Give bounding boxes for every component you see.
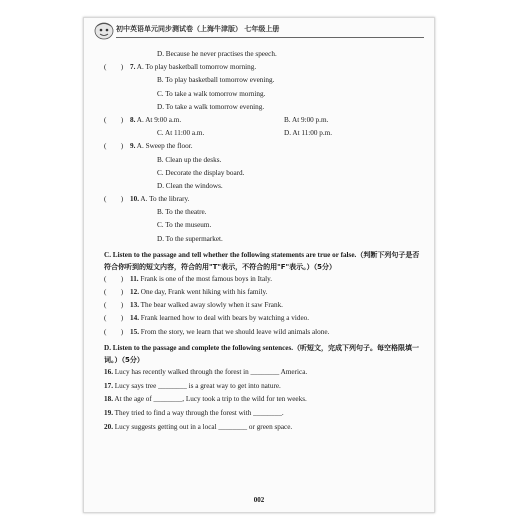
- sentence-text: Lucy suggests getting out in a local ________ or green space.: [114, 422, 293, 431]
- option-letter: A.: [136, 115, 144, 124]
- answer-blank[interactable]: ( ): [104, 301, 124, 310]
- cartoon-mascot-icon: [94, 22, 114, 40]
- fill-blank-item: [104, 393, 422, 407]
- answer-blank[interactable]: ( ): [104, 274, 124, 283]
- option-text: To play basketball tomorrow evening.: [165, 76, 275, 85]
- question-option-row: [104, 140, 422, 153]
- question-number: 7.: [130, 63, 136, 72]
- question-number: 14.: [130, 314, 139, 323]
- fill-blank-item: [104, 380, 422, 394]
- option-letter: C.: [157, 89, 164, 98]
- option-letter: D.: [157, 234, 164, 243]
- question-number: 18.: [104, 395, 113, 404]
- option: [157, 221, 211, 229]
- fill-blank-item: [104, 366, 422, 380]
- option-letter: A.: [136, 142, 144, 151]
- option-letter: D.: [157, 181, 164, 190]
- statement-text: Frank is one of the most famous boys in Italy.: [140, 274, 273, 283]
- question-option-row: [104, 61, 422, 74]
- statement-text: One day, Frank went hiking with his family.: [140, 288, 268, 296]
- question-number: 9.: [130, 142, 136, 151]
- option-text: To the library.: [149, 195, 190, 204]
- option-letter: B.: [157, 155, 164, 164]
- question-number: 8.: [130, 115, 136, 124]
- question-number: 15.: [130, 327, 139, 336]
- question-number: 10.: [130, 195, 139, 204]
- question-option-row: [104, 101, 422, 114]
- option: [157, 129, 204, 137]
- listening-questions-b: [104, 61, 422, 246]
- sentence-text: They tried to find a way through the forest with ________.: [114, 409, 284, 418]
- option-text: To the theatre.: [165, 208, 207, 217]
- question-option-row: [104, 88, 422, 101]
- question-number: 13.: [130, 301, 139, 310]
- question-option-row: [104, 127, 422, 140]
- option: [137, 63, 256, 71]
- answer-blank[interactable]: ( ): [104, 327, 124, 336]
- section-c-items: [104, 273, 422, 339]
- option-letter: D.: [157, 102, 164, 111]
- option-letter: B.: [157, 208, 164, 217]
- question-number: 17.: [104, 381, 113, 390]
- statement-text: The bear walked away slowly when it saw Frank.: [140, 301, 283, 310]
- option-letter: A.: [140, 195, 148, 204]
- true-false-item: [104, 299, 422, 312]
- option-letter: B.: [284, 115, 291, 124]
- option-text: To the museum.: [165, 221, 212, 230]
- option-letter: C.: [157, 168, 164, 177]
- option: [284, 114, 328, 127]
- question-number: 12.: [130, 288, 139, 296]
- question-option-row: [104, 74, 422, 87]
- option-letter: C.: [157, 129, 164, 138]
- section-c-instruction: C. Listen to the passage and tell whether the following statements are true or false.（判断下列句子是否符合你听到的短文内容，符合的用"T"表示，不符合的用"F"表示。）（5分）: [104, 250, 420, 271]
- option-text: At 9:00 p.m.: [292, 115, 329, 124]
- sentence-text: Lucy says tree ________ is a great way to get into nature.: [114, 381, 281, 390]
- option-letter: B.: [157, 76, 164, 85]
- answer-blank[interactable]: ( ): [104, 142, 124, 151]
- question-option-row: [104, 193, 422, 206]
- section-d-instruction: D. Listen to the passage and complete the following sentences.（听短文，完成下列句子。每空格限填一词。）（5分）: [104, 343, 420, 364]
- question-option-row: [104, 206, 422, 219]
- option-text: To the supermarket.: [165, 234, 223, 243]
- option: [137, 116, 181, 124]
- option: [137, 142, 193, 150]
- worksheet-content: [104, 48, 422, 435]
- option: [157, 103, 264, 111]
- option-letter: D.: [284, 129, 291, 138]
- question-option-row: [104, 219, 422, 232]
- page-number: 002: [253, 496, 265, 504]
- option-text: To take a walk tomorrow morning.: [165, 89, 266, 98]
- true-false-item: [104, 312, 422, 325]
- true-false-item: [104, 286, 422, 299]
- option: [157, 182, 223, 190]
- question-option-row: [104, 167, 422, 180]
- sentence-text: Lucy has recently walked through the forest in ________ America.: [114, 367, 308, 376]
- header-divider: [116, 37, 424, 38]
- option-letter: C.: [157, 221, 164, 230]
- answer-blank[interactable]: ( ): [104, 195, 124, 204]
- option: [157, 76, 274, 84]
- question-option-row: [104, 154, 422, 167]
- answer-blank[interactable]: ( ): [104, 63, 124, 72]
- option: [157, 208, 206, 216]
- answer-blank[interactable]: ( ): [104, 115, 124, 124]
- answer-blank[interactable]: ( ): [104, 288, 124, 296]
- true-false-item: [104, 326, 422, 339]
- question-number: 20.: [104, 422, 113, 431]
- option-letter: A.: [136, 63, 144, 72]
- statement-text: Frank learned how to deal with bears by watching a video.: [140, 314, 310, 323]
- fill-blank-item: [104, 407, 422, 421]
- question-number: 11.: [130, 274, 139, 283]
- worksheet-page: [83, 17, 435, 513]
- option: [140, 195, 189, 203]
- option-text: At 11:00 a.m.: [165, 129, 205, 138]
- option: [157, 90, 265, 98]
- option-text: Decorate the display board.: [165, 168, 245, 177]
- option: [157, 169, 244, 177]
- question-option-row: [104, 114, 422, 127]
- option-text: Clean the windows.: [165, 181, 223, 190]
- question-number: 19.: [104, 409, 113, 418]
- header-title: 初中英语单元同步测试卷（上海牛津版） 七年级上册: [116, 25, 280, 33]
- statement-text: From the story, we learn that we should leave wild animals alone.: [140, 327, 330, 336]
- question-number: 16.: [104, 367, 113, 376]
- page-header: [84, 18, 434, 44]
- option: [157, 235, 223, 243]
- q6-option-d: D. Because he never practises the speech.: [157, 50, 277, 58]
- option-text: Sweep the floor.: [145, 142, 193, 151]
- option-text: To take a walk tomorrow evening.: [165, 102, 265, 111]
- option-text: At 9:00 a.m.: [145, 115, 182, 124]
- fill-blank-item: [104, 421, 422, 435]
- sentence-text: At the age of ________, Lucy took a trip to the wild for ten weeks.: [114, 395, 307, 404]
- section-d-items: [104, 366, 422, 435]
- option: [284, 127, 332, 140]
- option-text: At 11:00 p.m.: [292, 129, 333, 138]
- option-text: Clean up the desks.: [165, 155, 222, 164]
- option: [157, 156, 221, 164]
- question-option-row: [104, 233, 422, 246]
- true-false-item: [104, 273, 422, 286]
- option-text: To play basketball tomorrow morning.: [145, 63, 257, 72]
- answer-blank[interactable]: ( ): [104, 314, 124, 323]
- question-option-row: [104, 180, 422, 193]
